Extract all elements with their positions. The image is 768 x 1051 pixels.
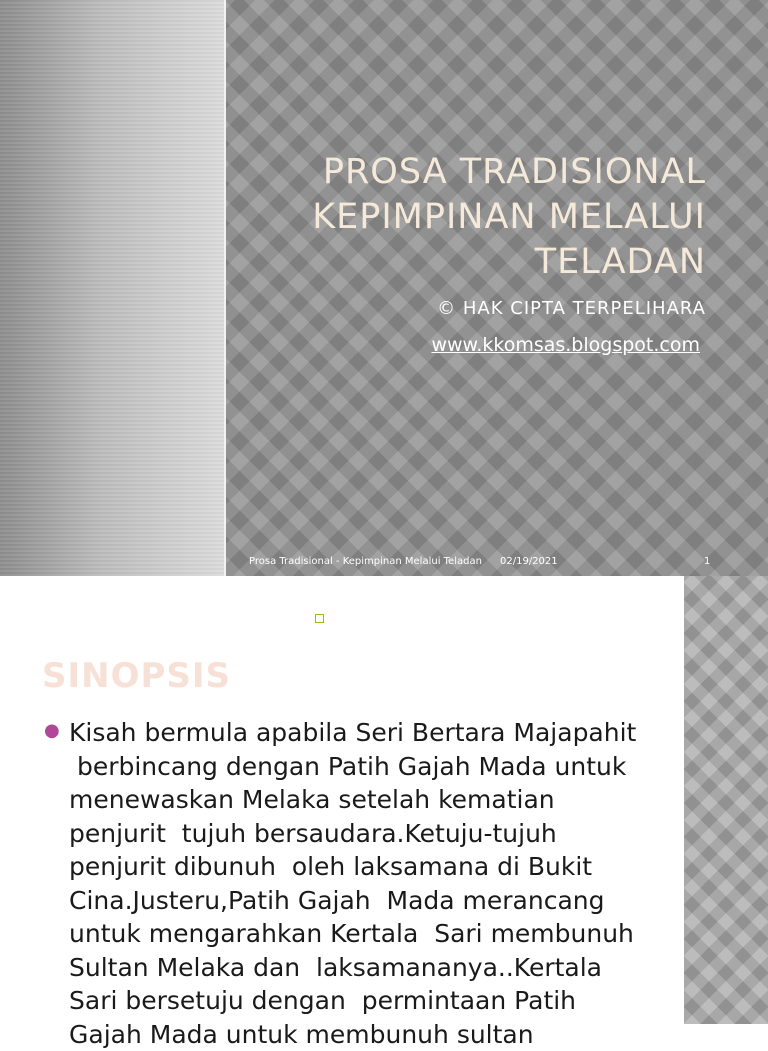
title-line-3: TELADAN	[246, 240, 706, 285]
right-pattern-panel	[684, 576, 768, 1024]
footer-date: 02/19/2021	[500, 556, 558, 567]
section-heading: SINOPSIS	[42, 656, 231, 696]
title-line-1: PROSA TRADISIONAL	[246, 150, 706, 195]
body-line: penjurit dibunuh oleh laksamana di Bukit	[69, 850, 654, 884]
body-line: untuk mengarahkan Kertala Sari membunuh	[69, 917, 654, 951]
slide-title	[246, 150, 706, 285]
body-line: Sari bersetuju dengan permintaan Patih	[69, 984, 654, 1018]
copyright-subtitle: © HAK CIPTA TERPELIHARA	[437, 298, 706, 319]
title-panel	[226, 0, 768, 576]
body-line: Gajah Mada untuk membunuh sultan	[69, 1018, 654, 1051]
body-line: menewaskan Melaka setelah kematian	[69, 783, 654, 817]
body-line: Sultan Melaka dan laksamananya..Kertala	[69, 951, 654, 985]
placeholder-square-icon	[315, 614, 324, 623]
body-line: Cina.Justeru,Patih Gajah Mada merancang	[69, 884, 654, 918]
footer-page-number: 1	[704, 556, 710, 567]
left-gradient-panel	[0, 0, 224, 576]
footer-title: Prosa Tradisional - Kepimpinan Melalui Teladan	[249, 556, 482, 567]
blog-link[interactable]: www.kkomsas.blogspot.com	[431, 334, 700, 356]
bullet-dot-icon: ●	[44, 720, 60, 741]
body-line: berbincang dengan Patih Gajah Mada untuk	[69, 750, 654, 784]
body-line: penjurit tujuh bersaudara.Ketuju-tujuh	[69, 817, 654, 851]
slide-2	[0, 576, 768, 1024]
body-line: Kisah bermula apabila Seri Bertara Majapahit	[69, 716, 654, 750]
synopsis-text	[69, 716, 654, 1051]
title-line-2: KEPIMPINAN MELALUI	[246, 195, 706, 240]
